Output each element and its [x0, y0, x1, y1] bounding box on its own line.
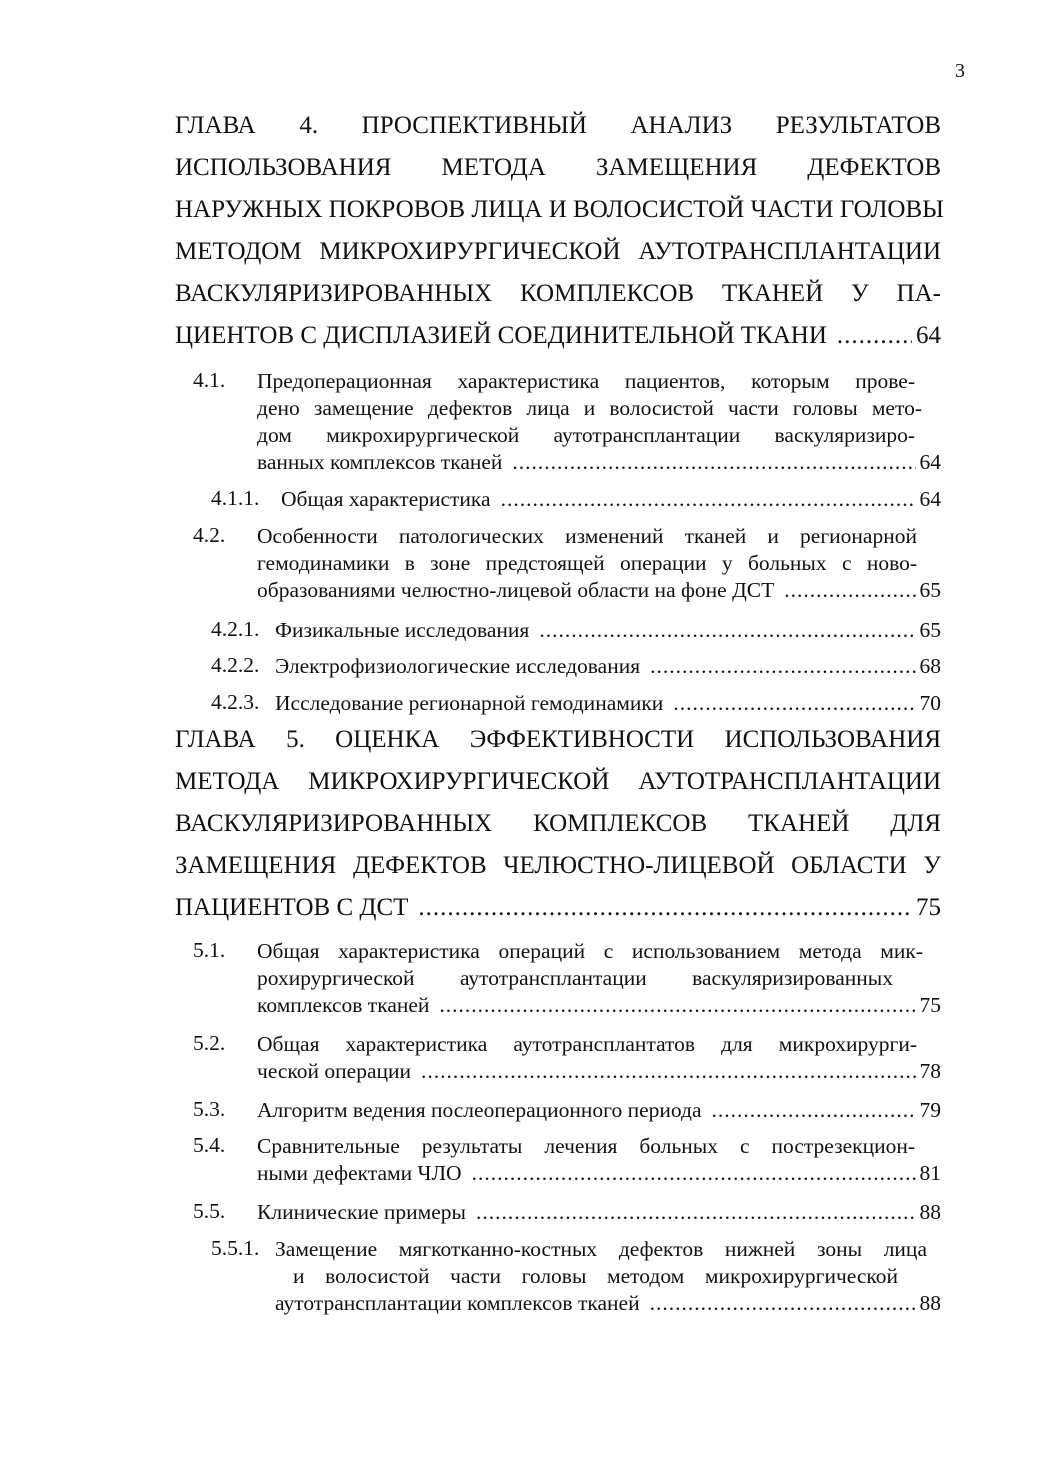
entry-title: Клинические примеры [257, 1200, 466, 1224]
section-number: 5.5.1. [211, 1236, 260, 1260]
entry-line: Предоперационная характеристика пациентов, которым прове- [257, 369, 915, 393]
chapter-4-line-3: НАРУЖНЫХ ПОКРОВОВ ЛИЦА И ВОЛОСИСТОЙ ЧАСТИ ГОЛОВЫ [175, 196, 944, 223]
entry-title: ческой операции [257, 1059, 412, 1083]
page-ref: 64 [919, 450, 941, 474]
dot-leader [476, 1199, 916, 1226]
section-number: 5.4. [193, 1133, 226, 1157]
page-ref: 65 [919, 618, 941, 642]
entry-line: Особенности патологических изменений тканей и регионарной [257, 524, 917, 548]
section-number: 4.2.1. [211, 617, 260, 641]
chapter-5-line-4: ЗАМЕЩЕНИЯ ДЕФЕКТОВ ЧЕЛЮСТНО-ЛИЦЕВОЙ ОБЛАСТИ У [175, 852, 941, 879]
dot-leader [418, 887, 912, 929]
entry-line: и волосистой части головы методом микрохирургической [293, 1264, 898, 1288]
page-number: 3 [955, 60, 965, 82]
chapter-5-line-3: ВАСКУЛЯРИЗИРОВАННЫХ КОМПЛЕКСОВ ТКАНЕЙ ДЛЯ [175, 810, 941, 837]
chapter-4-line-4: МЕТОДОМ МИКРОХИРУРГИЧЕСКОЙ АУТОТРАНСПЛАНТАЦИИ [175, 238, 941, 265]
section-number: 5.3. [193, 1097, 226, 1121]
entry-title: образованиями челюстно-лицевой области на фоне ДСТ [257, 578, 775, 602]
dot-leader [673, 690, 915, 717]
entry-title: комплексов тканей [257, 993, 430, 1017]
chapter-4-line-6: ЦИЕНТОВ С ДИСПЛАЗИЕЙ СОЕДИНИТЕЛЬНОЙ ТКАНИ [175, 322, 827, 349]
section-number: 4.2.2. [211, 653, 260, 677]
entry-line: Общая характеристика операций с использованием метода мик- [257, 939, 923, 963]
entry-line: Замещение мягкотканно-костных дефектов нижней зоны лица [275, 1237, 927, 1261]
page-ref: 78 [919, 1059, 941, 1083]
dot-leader [501, 486, 916, 513]
section-number: 4.1.1. [211, 486, 260, 510]
section-number: 4.2.3. [211, 690, 260, 714]
section-number: 5.2. [193, 1031, 226, 1055]
page-ref: 75 [916, 894, 941, 921]
chapter-5-line-1: ГЛАВА 5. ОЦЕНКА ЭФФЕКТИВНОСТИ ИСПОЛЬЗОВАНИЯ [175, 726, 941, 753]
chapter-5-line-2: МЕТОДА МИКРОХИРУРГИЧЕСКОЙ АУТОТРАНСПЛАНТАЦИИ [175, 768, 941, 795]
section-number: 4.1. [193, 368, 226, 392]
entry-line: Сравнительные результаты лечения больных с пострезекцион- [257, 1134, 915, 1158]
section-number: 5.1. [193, 938, 226, 962]
page-ref: 64 [916, 322, 941, 349]
page-ref: 81 [919, 1161, 941, 1185]
entry-title: Исследование регионарной гемодинамики [275, 691, 664, 715]
page-ref: 65 [919, 578, 941, 602]
entry-line: рохирургической аутотрансплантации васкуляризированных [257, 966, 893, 990]
entry-title: Алгоритм ведения послеоперационного периода [257, 1098, 702, 1122]
entry-line: Общая характеристика аутотрансплантатов для микрохирурги- [257, 1032, 917, 1056]
section-number: 5.5. [193, 1199, 226, 1223]
dot-leader [712, 1097, 916, 1124]
page-ref: 68 [919, 654, 941, 678]
chapter-4-line-1: ГЛАВА 4. ПРОСПЕКТИВНЫЙ АНАЛИЗ РЕЗУЛЬТАТОВ [175, 112, 941, 139]
dot-leader [650, 1290, 916, 1317]
page-ref: 88 [919, 1291, 941, 1315]
dot-leader [512, 449, 915, 476]
page-ref: 79 [919, 1098, 941, 1122]
dot-leader [421, 1058, 915, 1085]
dot-leader [472, 1160, 916, 1187]
page-ref: 88 [919, 1200, 941, 1224]
section-number: 4.2. [193, 523, 226, 547]
page-ref: 64 [919, 487, 941, 511]
dot-leader [784, 577, 915, 604]
entry-line: гемодинамики в зоне предстоящей операции у больных с ново- [257, 551, 917, 575]
entry-line: дено замещение дефектов лица и волосистой части головы мето- [257, 396, 922, 420]
toc-chapter-5[interactable] [175, 719, 941, 929]
page-ref: 70 [919, 691, 941, 715]
dot-leader [439, 992, 915, 1019]
entry-title: ными дефектами ЧЛО [257, 1161, 462, 1185]
dot-leader [650, 653, 915, 680]
entry-title: Физикальные исследования [275, 618, 530, 642]
entry-title: аутотрансплантации комплексов тканей [275, 1291, 640, 1315]
entry-line: дом микрохирургической аутотрансплантации васкуляризиро- [257, 423, 915, 447]
chapter-4-line-5: ВАСКУЛЯРИЗИРОВАННЫХ КОМПЛЕКСОВ ТКАНЕЙ У ПА- [175, 280, 941, 307]
toc-chapter-4[interactable] [175, 105, 944, 357]
page-ref: 75 [919, 993, 941, 1017]
chapter-4-line-2: ИСПОЛЬЗОВАНИЯ МЕТОДА ЗАМЕЩЕНИЯ ДЕФЕКТОВ [175, 154, 941, 181]
chapter-5-line-5: ПАЦИЕНТОВ С ДСТ [175, 894, 409, 921]
entry-title: Общая характеристика [281, 487, 491, 511]
dot-leader [837, 315, 912, 357]
entry-title: Электрофизиологические исследования [275, 654, 641, 678]
entry-title: ванных комплексов тканей [257, 450, 503, 474]
dot-leader [539, 617, 915, 644]
